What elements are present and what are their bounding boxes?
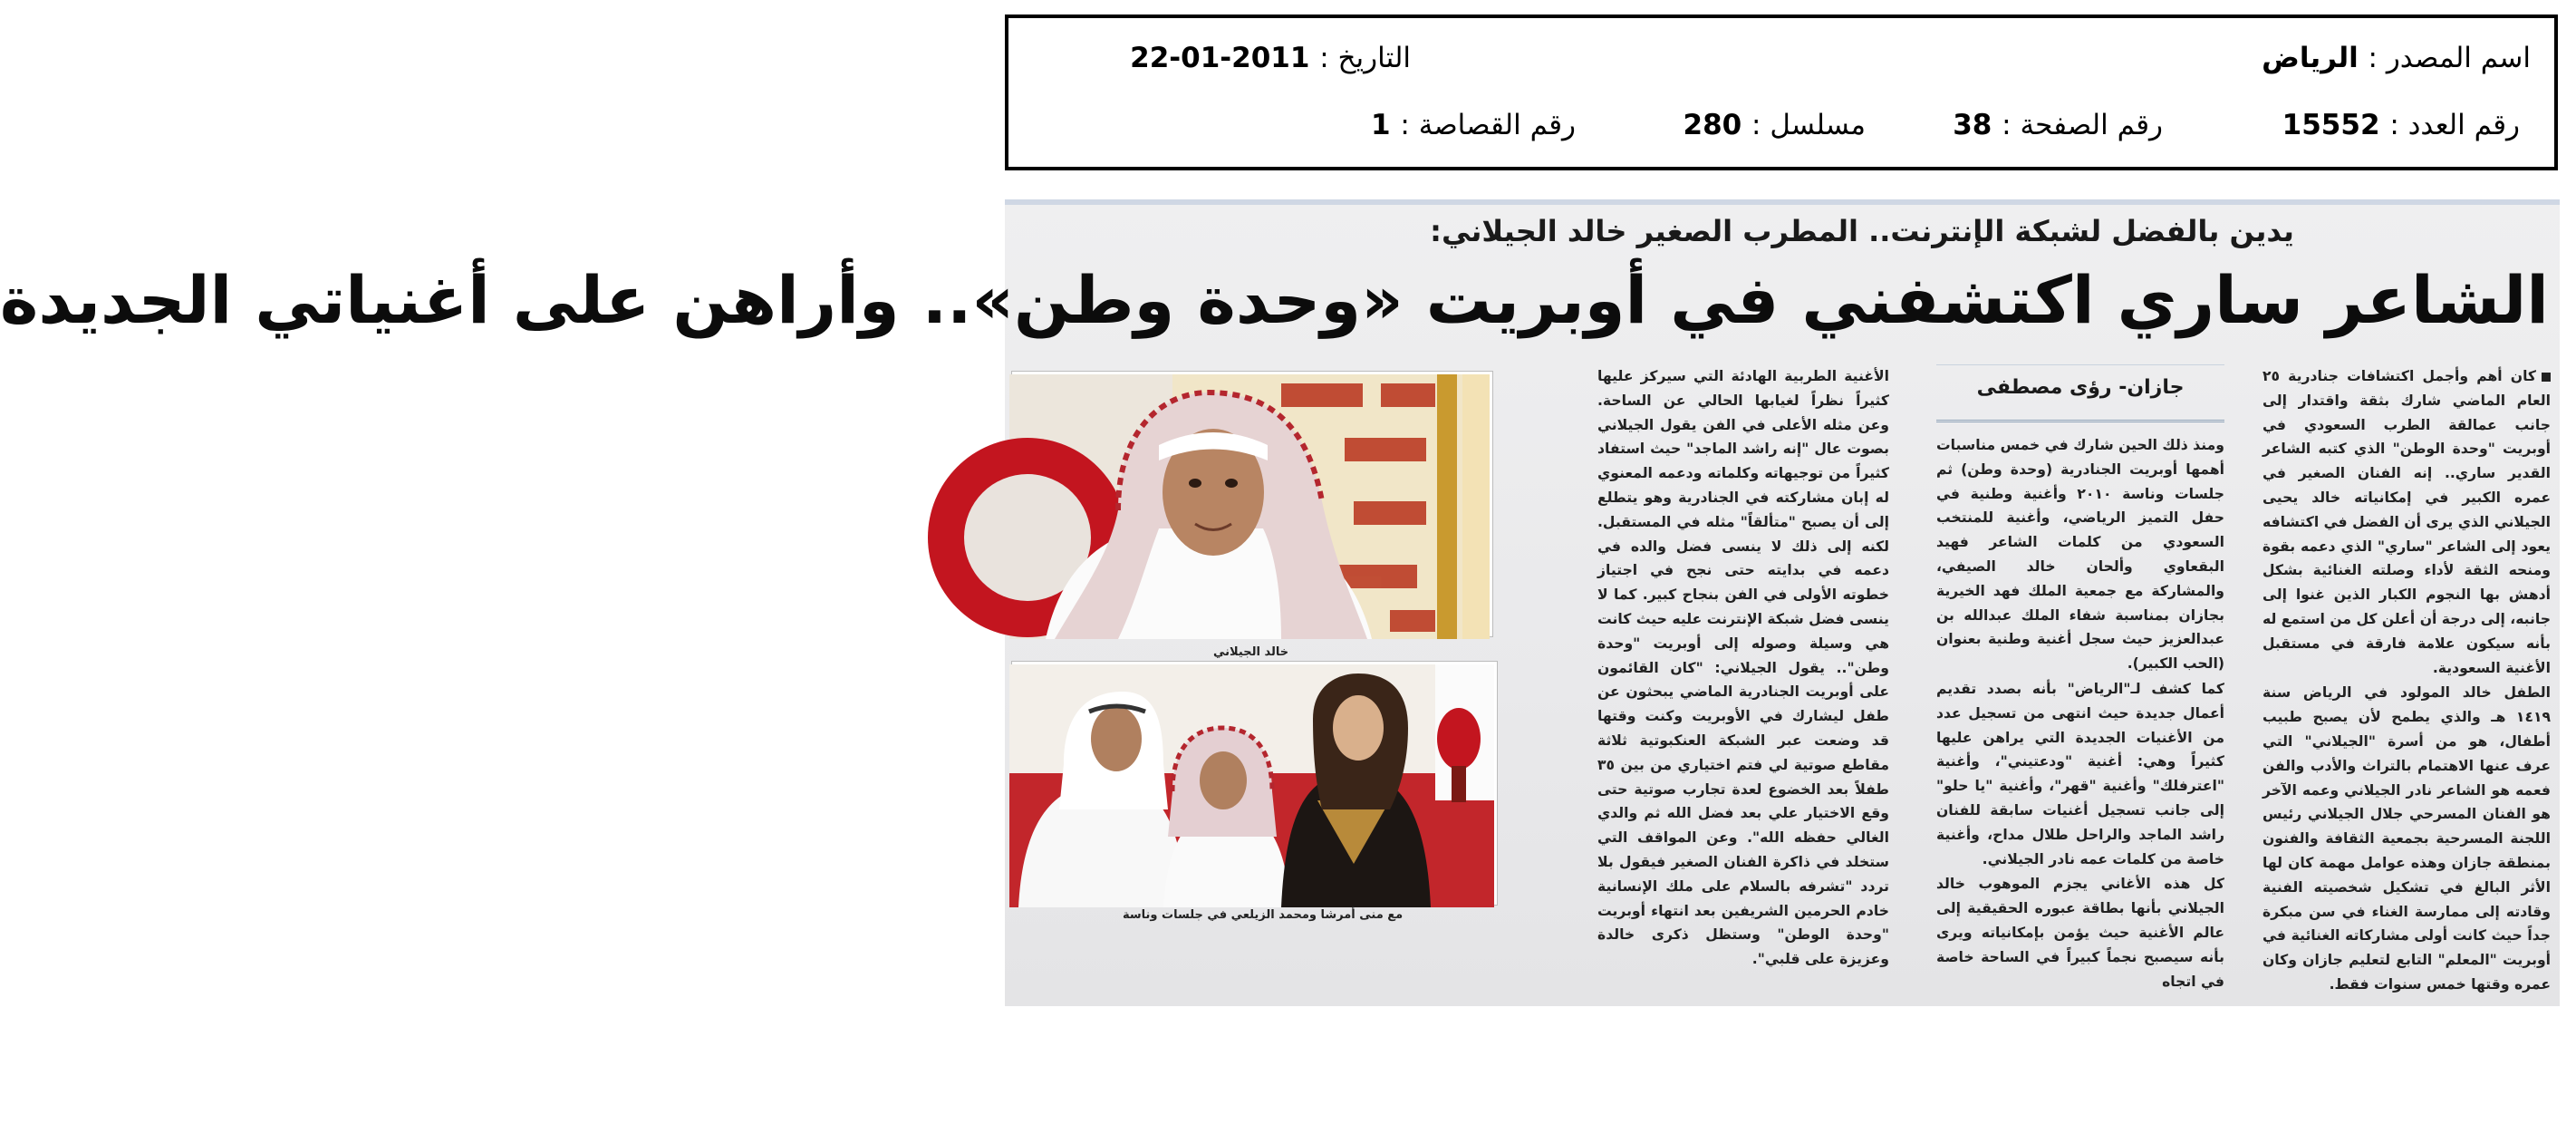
column-3-paragraph: الأغنية الطربية الهادئة التي سيركز عليها كثيراً نظراً لغيابها الحالي عن الساحة. وعن مثله الأعلى في الفن يقول الجيلاني بصوت عال "إنه راشد الماجد" حيث استفاد كثيراً من توجيهاته وكلماته ودعمه المعنوي له إبان مشاركته في الجنادرية وهو يتطلع إلى أن يصبح "متألقاً" مثله في المستقبل. لكنه إلى ذلك لا ينسى فضل والده في دعمه في بدايته حتى نجح في اجتياز خطوته الأولى في الفن بنجاح كبير. كما لا ينسى فضل شبكة الإنترنت عليه حيث كانت هي وسيلة وصوله إلى أوبريت "وحدة وطن".. يقول الجيلاني: "كان القائمون على أوبريت الجنادرية الماضي يبحثون عن طفل ليشارك في الأوبريت وكنت وقتها قد وضعت عبر الشبكة العنكبوتية ثلاثة مقاطع صوتية لي فتم اختياري من بين ٣٥ طفلاً بعد الخضوع لعدة تجارب صوتية حتى وقع الاختيار علي بعد فضل الله ثم والدي الغالي حفظه الله". وعن المواقف التي ستخلد في ذاكرة الفنان الصغير فيقول بلا تردد "تشرفه بالسلام على ملك الإنسانية خادم الحرمين الشريفين بعد انتهاء أوبريت "وحدة الوطن" وستظل ذكرى خالدة وعزيزة على قلبي". (1597, 368, 1889, 968)
column-2-paragraph: كما كشف لـ"الرياض" بأنه بصدد تقديم أعمال جديدة حيث انتهى من تسجيل عدد من الأغنيات الجديدة التي يراهن عليها كثيراً وهي: أغنية "ودعتيني"، وأغنية "اعترفلك" وأغنية "قهر"، وأغنية "يا حلو" إلى جانب تسجيل أغنيات سابقة للفنان راشد الماجد والراحل طلال مداح، وأغنية خاصة من كلمات عمه نادر الجيلاني. (1936, 680, 2224, 867)
page-field (1953, 109, 2163, 141)
clip-value: 1 (1371, 109, 1391, 141)
singer-portrait-photo (1012, 372, 1492, 636)
column-1-paragraph (2262, 364, 2551, 680)
page-value: 38 (1953, 109, 1992, 141)
issue-label: رقم العدد : (2389, 109, 2520, 141)
newspaper-clipping (0, 199, 2560, 1006)
column-1-paragraph-text: كان أهم وأجمل اكتشافات جنادرية ٢٥ العام الماضي شارك بثقة واقتدار إلى جانب عمالقة الطرب السعودي في أوبريت "وحدة الوطن" الذي كتبه الشاعر القدير ساري.. إنه الفنان الصغير في عمره الكبير في إمكانياته خالد يحيى الجيلاني الذي يرى أن الفضل في اكتشافه يعود إلى الشاعر "ساري" الذي دعمه بقوة ومنحه الثقة لأداء وصلته الغنائية بشكل أدهش بها النجوم الكبار الذين غنوا إلى جانبه، إلى درجة أن أعلن كل من استمع له بأنه سيكون علامة فارقة في مستقبل الأغنية السعودية. (2262, 368, 2551, 676)
clip-field (1371, 109, 1576, 141)
group-photo (1012, 662, 1497, 905)
page-label: رقم الصفحة : (2002, 109, 2163, 141)
column-2-paragraph: ومنذ ذلك الحين شارك في خمس مناسبات أهمها أوبريت الجنادرية (وحدة وطن) ثم جلسات وناسة ٢٠١٠ وأغنية وطنية في حفل التميز الرياضي، وأغنية للمنتخب السعودي من كلمات الشاعر فهيد البقعاوي وألحان خالد الصيفي، والمشاركة مع جمعية الملك فهد الخيرية بجازان بمناسبة شفاء الملك عبدالله بن عبدالعزيز حيث سجل أغنية وطنية بعنوان (الحب الكبير). (1936, 437, 2224, 673)
group-photo-image (1009, 664, 1494, 907)
article-column-2 (1936, 433, 2224, 1004)
date-label: التاريخ : (1319, 42, 1411, 74)
serial-field (1684, 109, 1866, 141)
serial-label: مسلسل : (1751, 109, 1866, 141)
source-label: اسم المصدر : (2368, 42, 2531, 74)
clipping-top-rule (1005, 199, 2560, 205)
group-photo-caption: مع منى أمرشا ومحمد الزيلعي في جلسات وناسة (1123, 908, 1404, 922)
article-column-3 (1597, 364, 1889, 1003)
clip-label: رقم القصاصة : (1400, 109, 1576, 141)
metadata-box (1005, 15, 2558, 170)
issue-value: 15552 (2282, 109, 2380, 141)
article-byline: جازان- رؤى مصطفى (1976, 376, 2185, 399)
date-value: 2011-01-22 (1130, 42, 1310, 74)
singer-portrait-image (1009, 374, 1490, 639)
byline-box (1936, 364, 2224, 422)
serial-value: 280 (1683, 109, 1742, 141)
column-1-paragraph: الطفل خالد المولود في الرياض سنة ١٤١٩ هـ والذي يطمح لأن يصبح طبيب أطفال، هو من أسرة "الجيلاني" التي عرف عنها الاهتمام بالتراث والأدب والفن فعمه هو الشاعر نادر الجيلاني وعمه الآخر هو الفنان المسرحي جلال الجيلاني رئيس اللجنة المسرحية بجمعية الثقافة والفنون بمنطقة جازان وهذه عوامل مهمة كان لها الأثر البالغ في تشكيل شخصيته الفنية وقادته إلى ممارسة الغناء في سن مبكرة جداً حيث كانت أولى مشاركاته الغنائية في أوبريت "المعلم" التابع لتعليم جازان وكان عمره وقتها خمس سنوات فقط. (2262, 684, 2551, 993)
article-column-1 (2262, 364, 2551, 1003)
portrait-caption: خالد الجيلاني (1213, 645, 1289, 659)
source-field (2262, 42, 2531, 74)
issue-field (2282, 109, 2520, 141)
date-field (1130, 42, 1411, 74)
source-value: الرياض (2262, 42, 2359, 74)
article-kicker: يدين بالفضل لشبكة الإنترنت.. المطرب الصغير خالد الجيلاني: (1430, 214, 2294, 248)
column-2-paragraph: كل هذه الأغاني يجزم الموهوب خالد الجيلاني بأنها بطاقة عبوره الحقيقية إلى عالم الأغنية حيث يؤمن بإمكانياته ويرى بأنه سيصبح نجماً كبيراً في الساحة خاصة في اتجاه (1936, 876, 2224, 990)
article-headline: الشاعر ساري اكتشفني في أوبريت «وحدة وطن».. وأراهن على أغنياتي الجديدة (0, 262, 2549, 338)
paragraph-bullet-icon (2542, 373, 2551, 382)
